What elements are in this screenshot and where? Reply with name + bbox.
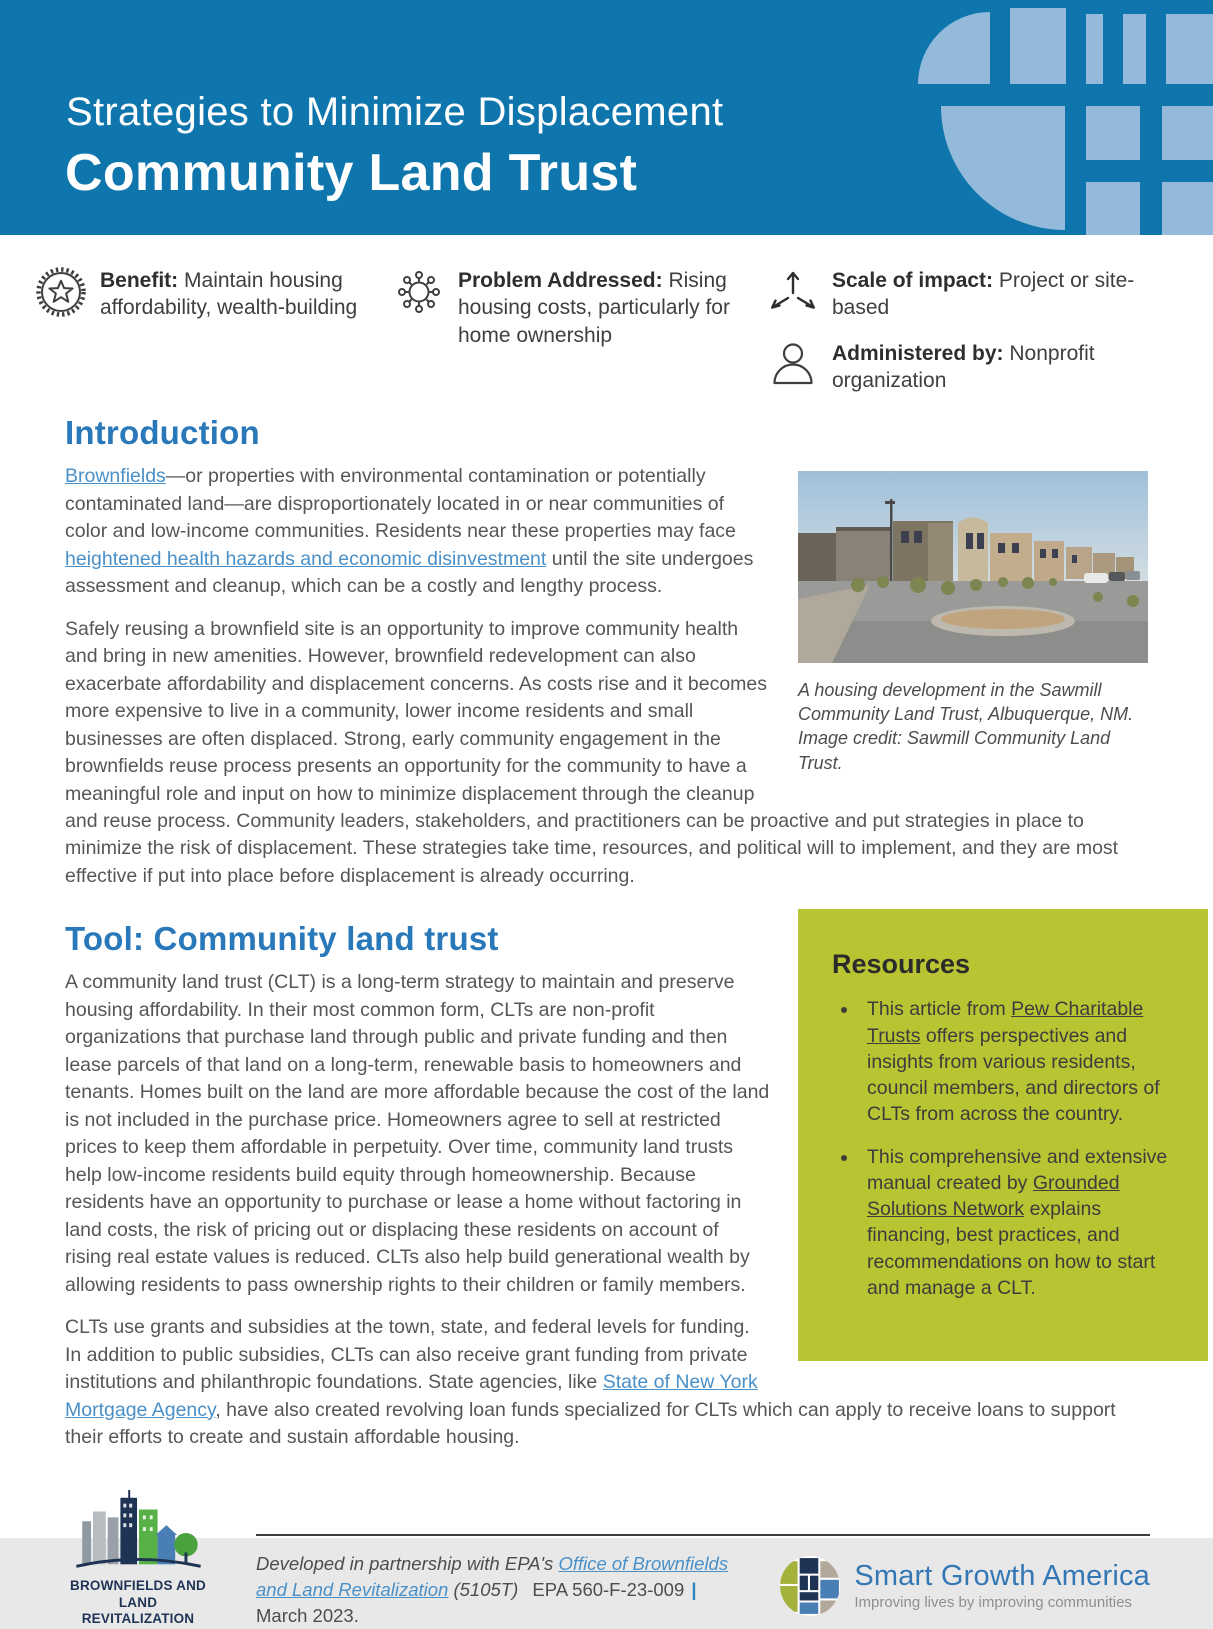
brownfields-logo [62, 1488, 214, 1629]
badge-star-icon [34, 265, 88, 319]
obr-link[interactable]: Office of Brownfields and Land Revitalization [256, 1552, 729, 1600]
document-subtitle: Strategies to Minimize Displacement [66, 90, 724, 134]
header-banner [0, 0, 1213, 235]
resources-list [859, 996, 1172, 1300]
main-content [0, 414, 1213, 1452]
expand-arrows-icon [766, 265, 820, 319]
brownfields-link[interactable]: Brownfields [65, 465, 166, 488]
intro-heading: Introduction [65, 414, 260, 452]
molecule-icon [392, 265, 446, 319]
intro-paragraph-2: Safely reusing a brownfield site is an opportunity to improve community health and bring in new amenities. However, brownfield redevelopment can also exacerbate affordability and displacement concerns. As costs rise and it becomes more expensive to live in a community, lower income residents and small businesses are often displaced. Strong, early community engagement in the brownfields reuse process presents an opportunity for the community to have a meaningful role and input on how to minimize displacement through the cleanup and reuse process. Community leaders, stakeholders, and practitioners can be proactive and put strategies in place to minimize the risk of displacement. These strategies take time, resources, and political will to implement, and they are most effective if put into place before displacement is already occurring. [65, 617, 1119, 887]
sonyma-link[interactable]: State of New York Mortgage Agency [65, 1371, 758, 1421]
person-icon [766, 338, 820, 392]
credit-line: Developed in partnership with EPA's Office of Brownfields and Land Revitalization (5105T) EPA 560-F-23-009 | March 2023. [256, 1552, 729, 1627]
admin-text: Administered by: Nonprofit organization [832, 341, 1095, 392]
scale-item [766, 265, 1185, 322]
sga-logo [779, 1555, 1150, 1617]
footer [0, 1488, 1213, 1629]
scale-admin-column [766, 265, 1185, 394]
tool-paragraph-1: A community land trust (CLT) is a long-term strategy to maintain and preserve housing affordability. In their most common form, CLTs are non-profit organizations that purchase land through public and private funding and then lease parcels of that land on a long-term, renewable basis to homeowners and tenants. Homes built on the land are more affordable because the cost of the land is not included in the purchase price. Homeowners agree to sell at restricted prices to keep them affordable in perpetuity. Over time, community land trusts help low-income residents build equity through homeownership. Because residents have an opportunity to purchase or lease a home without factoring in land costs, the risk of pricing out or displacing these residents on account of rising real estate values is reduced. CLTs also help build generational wealth by allowing residents to pass ownership rights to their children or family members. [65, 971, 770, 1296]
tool-paragraph-2: CLTs use grants and subsidies at the town, state, and federal levels for funding. In addition to public subsidies, CLTs can also receive grant funding from private institutions and philanthropic foundations. State agencies, like State of New York Mortgage Agency, have also created revolving loan funds specialized for CLTs which can apply to receive loans to support their efforts to create and sustain affordable housing. [65, 1316, 1116, 1449]
decorative-fan-graphic [793, 0, 1213, 235]
brownfields-logo-art [71, 1488, 206, 1578]
resources-panel [798, 909, 1208, 1361]
epa-document-number: EPA 560-F-23-009 [532, 1578, 685, 1600]
footer-credit-row [256, 1534, 1150, 1629]
problem-label: Problem Addressed: [458, 269, 663, 292]
scale-label: Scale of impact: [832, 269, 994, 292]
pew-link[interactable]: Pew Charitable Trusts [867, 998, 1144, 1047]
brownfields-logo-text: BROWNFIELDS AND LAND REVITALIZATION [70, 1577, 206, 1627]
resources-heading: Resources [832, 949, 971, 980]
document-title: Community Land Trust [65, 144, 638, 202]
benefit-text: Benefit: Maintain housing affordability, wealth-building [100, 269, 358, 320]
grounded-solutions-link[interactable]: Grounded Solutions Network [867, 1172, 1120, 1221]
health-hazards-link[interactable]: heightened health hazards and economic disinvestment [65, 547, 547, 570]
photo-caption: A housing development in the Sawmill Community Land Trust, Albuquerque, NM. Image credit: Sawmill Community Land Trust. [798, 680, 1134, 773]
sga-logo-mark [779, 1555, 841, 1617]
resource-item: • This article from Pew Charitable Trusts offers perspectives and insights from various residents, council members, and directors of CLTs from across the country. [859, 996, 1172, 1127]
sawmill-photo [798, 471, 1148, 663]
scale-text: Scale of impact: Project or site-based [832, 269, 1135, 320]
problem-item [392, 265, 766, 394]
key-facts-row [0, 235, 1213, 394]
benefit-label: Benefit: [100, 269, 179, 292]
intro-paragraph-1: Brownfields—or properties with environmental contamination or potentially contaminated land—are disproportionately located in or near communities of color and low-income communities. Residents near these properties may face heightened health hazards and economic disinvestment until the site undergoes assessment and cleanup, which can be a costly and lengthy process. [65, 465, 754, 598]
separator-bar: | [691, 1578, 697, 1600]
problem-text: Problem Addressed: Rising housing costs, particularly for home ownership [458, 269, 730, 347]
publication-date: March 2023. [256, 1605, 359, 1627]
benefit-item [34, 265, 392, 394]
sga-tagline: Improving lives by improving communities [854, 1594, 1132, 1612]
admin-label: Administered by: [832, 341, 1004, 365]
sga-name: Smart Growth America [854, 1560, 1150, 1593]
resource-item: • This comprehensive and extensive manual created by Grounded Solutions Network explains financing, best practices, and recommendations on how to start and manage a CLT. [859, 1144, 1172, 1301]
admin-item [766, 338, 1185, 395]
tool-heading: Tool: Community land trust [65, 920, 499, 958]
intro-figure [798, 471, 1148, 774]
